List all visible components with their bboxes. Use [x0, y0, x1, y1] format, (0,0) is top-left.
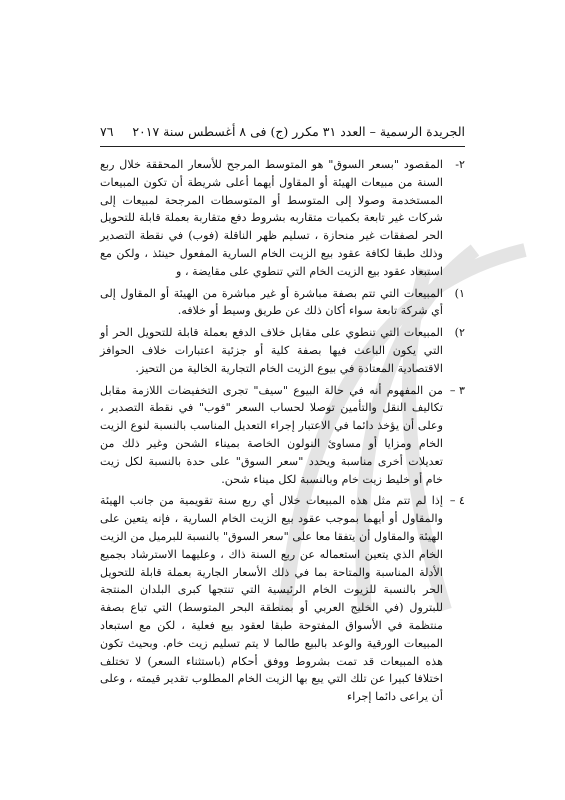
header-divider [100, 146, 465, 147]
clause-text: إذا لم تتم مثل هذه المبيعات خلال أي ربع سنة تقويمية من جانب الهيئة والمقاول أو أيهما بموجب عقود بيع الزيت الخام السارية ، فإنه يتعين على الهيئة والمقاول أن يتفقا معا على "سعر السوق" بالنسبة للبرميل من الزيت الخام الذي يتعين استعماله عن ربع السنة ذاك ، وعليهما الاسترشاد بجميع الأدلة المناسبة والمتاحة بما في ذلك الأسعار الجارية بعملة قابلة للتحويل الحر بالنسبة للزيوت الخام الرئيسية التي تنتجها كبرى البلدان المنتجة للبترول (في الخليج العربي أو بمنطقة البحر المتوسط) التي تباع بصفة منتظمة في الأسواق المفتوحة طبقا لعقود بيع فعلية ، لكن مع استبعاد المبيعات الورقية والوعد بالبيع طالما لا يتم تسليم زيت خام. وبحيث تكون هذه المبيعات قد تمت بشروط ووفق أحكام (باستثناء السعر) لا تختلف اختلافا كبيرا عن تلك التي يبع بها الزيت الخام المطلوب تقدير قيمته ، وعلى أن يراعى دائما إجراء [100, 494, 443, 704]
clause-number: ٤ – [449, 494, 465, 508]
sub-clause-1 [100, 285, 465, 321]
clause-4 [100, 492, 465, 706]
gazette-title: الجريدة الرسمية – العدد ٣١ مكرر (ج) فى ٨ أغسطس سنة ٢٠١٧ [132, 124, 465, 139]
clause-number: ٢- [455, 158, 465, 171]
clause-number: ٢) [454, 326, 465, 340]
page-number: ٧٦ [100, 124, 114, 139]
clause-text: المقصود "بسعر السوق" هو المتوسط المرجح للأسعار المحققة خلال ربع السنة من مبيعات الهيئة أو المقاول أيهما أعلى شريطة أن تكون المبيعات المستخدمة وصولا إلى المتوسط أو المتوسطات المرجحة لمبيعات إلى شركات غير تابعة بكميات متقاربه بشروط دفع متقاربة بعملة قابلة للتحويل الحر لصفقات غير منحازة ، تسليم ظهر الناقلة (فوب) في نقطة التصدير وذلك طبقا لكافة عقود بيع الزيت الخام السارية المفعول حينئذ ، ولكن مع استبعاد عقود بيع الزيت الخام التي تنطوي على مقايضة ، و [100, 158, 443, 278]
page-header [100, 122, 465, 142]
clause-number: ٣ – [449, 383, 465, 397]
document-body [100, 156, 465, 710]
clause-number: ١) [454, 286, 465, 300]
clause-text: من المفهوم أنه في حالة البيوع "سيف" تجرى التخفيضات اللازمة مقابل تكاليف النقل والتأمين توصلا لحساب السعر "فوب" في نقطة التصدير ، وعلى أن يؤخذ دائما في الاعتبار إجراء التعديل المناسب بالنسبة لنوع الزيت الخام ومزايا أو مساوئ النولون الخاصة بميناء الشحن وغير ذلك من تعديلات أخرى مناسبة ويحدد "سعر السوق" على حدة بالنسبة لكل زيت خام أو خليط زيت خام وبالنسبة لكل ميناء شحن. [100, 383, 443, 486]
clause-3 [100, 382, 465, 489]
sub-clause-2 [100, 324, 465, 377]
clause-2 [100, 156, 465, 281]
clause-text: المبيعات التي تتم بصفة مباشرة أو غير مباشرة من الهيئة أو المقاول إلى أي شركة تابعة سواء أكان ذلك عن طريق وسيط أو خلافه. [100, 286, 443, 318]
clause-text: المبيعات التي تنطوي على مقابل خلاف الدفع بعملة قابلة للتحويل الحر أو التي يكون الباعث فيها بصفة كلية أو جزئية اعتبارات خلاف الحوافز الاقتصادية المعتادة في بيوع الزيت الخام التجارية الخالية من التحيز. [100, 326, 443, 375]
